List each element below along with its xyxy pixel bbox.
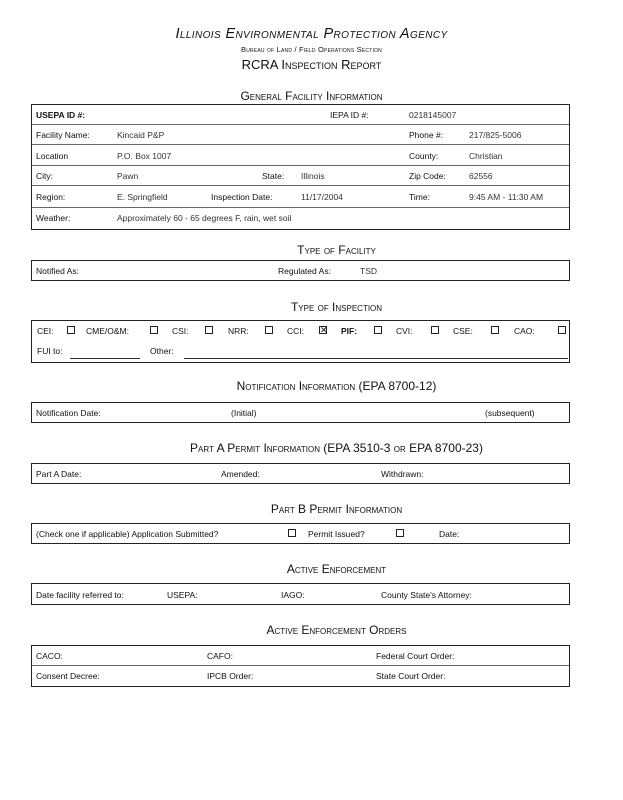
region-value: E. Springfield	[117, 192, 168, 202]
regulated-as-label: Regulated As:	[278, 266, 331, 276]
part-b-date-label: Date:	[439, 529, 460, 539]
general-info-box	[31, 104, 570, 230]
row-divider	[32, 165, 569, 166]
facility-type-heading: Type of Facility	[297, 243, 376, 257]
county-value: Christian	[469, 151, 503, 161]
time-label: Time:	[409, 192, 430, 202]
federal-court-label: Federal Court Order:	[376, 651, 455, 661]
other-field[interactable]	[184, 358, 568, 359]
cvi-label: CVI:	[396, 326, 413, 336]
phone-value: 217/825-5006	[469, 130, 522, 140]
referred-label: Date facility referred to:	[36, 590, 124, 600]
inspection-type-heading: Type of Inspection	[290, 300, 383, 314]
bureau-subtitle: Bureau of Land / Field Operations Section	[241, 45, 382, 54]
permit-issued-label: Permit Issued?	[308, 529, 365, 539]
county-attorney-label: County State's Attorney:	[381, 590, 472, 600]
general-heading: General Facility Information	[240, 89, 383, 103]
iago-label: IAGO:	[281, 590, 305, 600]
application-submitted-label: (Check one if applicable) Application Submitted?	[36, 529, 219, 539]
notification-date-label: Notification Date:	[36, 408, 101, 418]
row-divider	[32, 124, 569, 125]
notification-initial: (Initial)	[231, 408, 257, 418]
other-label: Other:	[150, 346, 174, 356]
facility-name-value: Kincaid P&P	[117, 130, 165, 140]
iepa-id-label: IEPA ID #:	[330, 110, 369, 120]
agency-title: Illinois Environmental Protection Agency	[175, 26, 448, 42]
inspection-date-value: 11/17/2004	[301, 192, 343, 202]
iepa-id-value: 0218145007	[409, 110, 457, 120]
enforcement-orders-heading: Active Enforcement Orders	[266, 623, 407, 637]
zip-value: 62556	[469, 171, 493, 181]
part-a-heading: Part A Permit Information (EPA 3510-3 or EPA 8700-23)	[190, 441, 483, 455]
report-title: RCRA Inspection Report	[241, 57, 382, 72]
amended-label: Amended:	[221, 469, 260, 479]
cse-checkbox[interactable]	[491, 326, 499, 334]
cme-label: CME/O&M:	[86, 326, 129, 336]
state-court-label: State Court Order:	[376, 671, 446, 681]
part-b-heading: Part B Permit Information	[270, 502, 403, 516]
region-label: Region:	[36, 192, 66, 202]
withdrawn-label: Withdrawn:	[381, 469, 424, 479]
fui-label: FUI to:	[37, 346, 63, 356]
city-value: Pawn	[117, 171, 139, 181]
row-divider	[32, 207, 569, 208]
city-label: City:	[36, 171, 53, 181]
cei-label: CEI:	[37, 326, 54, 336]
enforcement-orders-box	[31, 645, 570, 687]
fui-field[interactable]	[70, 358, 140, 359]
notification-heading: Notification Information (EPA 8700-12)	[236, 379, 437, 393]
cvi-checkbox[interactable]	[431, 326, 439, 334]
usepa-referral-label: USEPA:	[167, 590, 198, 600]
consent-decree-label: Consent Decree:	[36, 671, 100, 681]
part-a-box	[31, 463, 570, 484]
nrr-label: NRR:	[228, 326, 249, 336]
permit-issued-checkbox[interactable]	[396, 529, 404, 537]
pif-checkbox[interactable]	[374, 326, 382, 334]
location-value: P.O. Box 1007	[117, 151, 172, 161]
csi-checkbox[interactable]	[205, 326, 213, 334]
cao-checkbox[interactable]	[558, 326, 566, 334]
active-enforcement-heading: Active Enforcement	[286, 562, 387, 576]
caco-label: CACO:	[36, 651, 63, 661]
zip-label: Zip Code:	[409, 171, 446, 181]
pif-label: PIF:	[341, 326, 358, 336]
nrr-checkbox[interactable]	[265, 326, 273, 334]
time-value: 9:45 AM - 11:30 AM	[469, 192, 544, 202]
location-label: Location	[36, 151, 69, 161]
cse-label: CSE:	[453, 326, 473, 336]
csi-label: CSI:	[172, 326, 189, 336]
cci-label: CCI:	[287, 326, 304, 336]
phone-label: Phone #:	[409, 130, 444, 140]
regulated-as-value: TSD	[360, 266, 377, 276]
state-value: Illinois	[301, 171, 325, 181]
row-divider	[32, 665, 569, 666]
application-submitted-checkbox[interactable]	[288, 529, 296, 537]
cao-label: CAO:	[514, 326, 535, 336]
cci-checkbox[interactable]: ✕	[320, 325, 328, 335]
cafo-label: CAFO:	[207, 651, 233, 661]
weather-label: Weather:	[36, 213, 71, 223]
facility-name-label: Facility Name:	[36, 130, 90, 140]
notified-as-label: Notified As:	[36, 266, 79, 276]
weather-value: Approximately 60 - 65 degrees F, rain, wet soil	[117, 213, 292, 223]
state-label: State:	[262, 171, 285, 181]
county-label: County:	[409, 151, 439, 161]
cei-checkbox[interactable]	[67, 326, 75, 334]
notification-subsequent: (subsequent)	[485, 408, 535, 418]
part-a-date-label: Part A Date:	[36, 469, 82, 479]
row-divider	[32, 144, 569, 145]
ipcb-order-label: IPCB Order:	[207, 671, 254, 681]
cme-checkbox[interactable]	[150, 326, 158, 334]
inspection-date-label: Inspection Date:	[211, 192, 273, 202]
usepa-id-label: USEPA ID #:	[36, 110, 86, 120]
row-divider	[32, 185, 569, 186]
